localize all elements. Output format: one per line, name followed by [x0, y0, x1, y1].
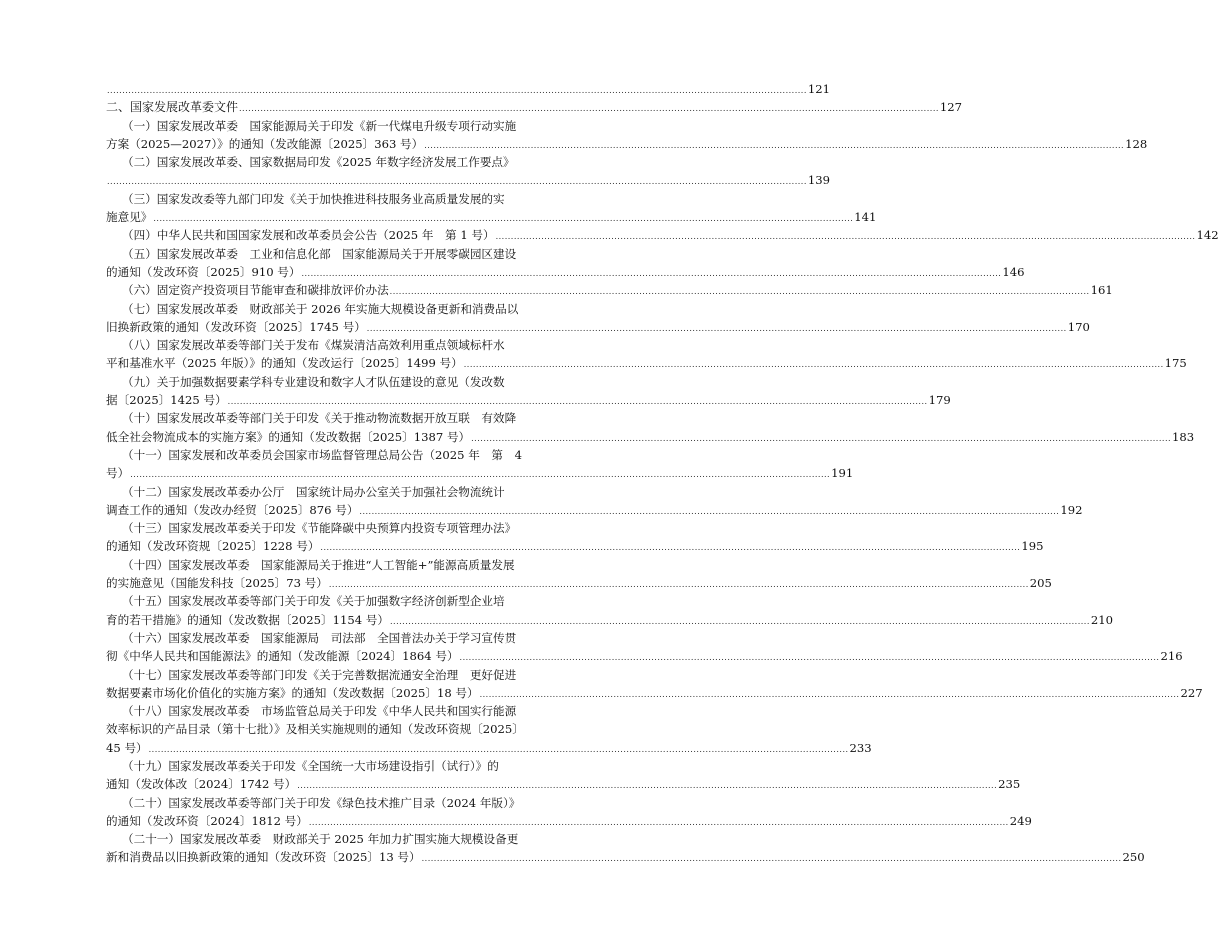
- toc-line: [106, 226, 1219, 244]
- toc-line: [106, 80, 831, 98]
- toc-entry-text: 据〔2025〕1425 号）: [106, 393, 227, 408]
- page-number: 121: [807, 82, 831, 96]
- toc-line: [106, 629, 561, 647]
- section-heading: 二、国家发展改革委文件: [106, 100, 239, 115]
- toc-line: [106, 318, 1090, 336]
- toc-line: [106, 464, 854, 482]
- toc-entry-text: （十二）国家发展改革委办公厅 国家统计局办公室关于加强社会物流统计: [122, 484, 505, 499]
- toc-line: [106, 171, 831, 189]
- toc-entry-text: （五）国家发展改革委 工业和信息化部 国家能源局关于开展零碳园区建设: [122, 246, 517, 261]
- toc-entry-text: （十七）国家发展改革委等部门印发《关于完善数据流通安全治理 更好促进: [122, 667, 517, 682]
- toc-entry-text: （八）国家发展改革委等部门关于发布《煤炭清洁高效利用重点领域标杆水: [122, 338, 505, 353]
- toc-entry-text: （一）国家发展改革委 国家能源局关于印发《新一代煤电升级专项行动实施: [122, 118, 517, 133]
- dot-leader: [471, 430, 1171, 448]
- page-number: 216: [1160, 649, 1183, 664]
- toc-line: [106, 812, 1032, 830]
- toc-entry-text: （十五）国家发展改革委等部门关于印发《关于加强数字经济创新型企业培: [122, 594, 505, 609]
- page-number: 142: [1196, 228, 1219, 243]
- toc-line: [106, 757, 561, 775]
- toc-line: [106, 830, 561, 848]
- toc-line: [106, 611, 1114, 629]
- page-number: 195: [1021, 539, 1044, 554]
- toc-entry-text: 新和消费品以旧换新政策的通知（发改环资〔2025〕13 号）: [106, 850, 421, 865]
- page-number: 146: [1002, 264, 1025, 279]
- toc-line: [106, 117, 561, 135]
- dot-leader: [301, 265, 1001, 283]
- toc-line: [106, 556, 561, 574]
- toc-entry-text: （十九）国家发展改革委关于印发《全国统一大市场建设指引（试行）》的: [122, 758, 499, 773]
- toc-line: [106, 336, 561, 354]
- toc-line: [106, 666, 561, 684]
- page-number: 205: [1029, 576, 1052, 591]
- toc-entry-text: （二十）国家发展改革委等部门关于印发《绿色技术推广目录（2024 年版）》: [122, 795, 521, 810]
- table-of-contents: [106, 80, 1219, 867]
- dot-leader: [496, 228, 1196, 246]
- toc-entry-text: 施意见》: [106, 210, 153, 225]
- toc-entry-text: 育的若干措施》的通知（发改数据〔2025〕1154 号）: [106, 612, 389, 627]
- toc-line: [106, 135, 1148, 153]
- toc-line: [106, 775, 1021, 793]
- page-number: 179: [928, 393, 951, 408]
- dot-leader: [460, 649, 1160, 667]
- toc-entry-text: （六）固定资产投资项目节能审查和碳排放评价办法: [122, 283, 389, 298]
- toc-line: [106, 739, 872, 757]
- page-number: 139: [807, 173, 831, 188]
- toc-line: [106, 263, 1025, 281]
- toc-line: [106, 208, 877, 226]
- toc-entry-text: 45 号）: [106, 740, 148, 755]
- toc-entry-text: 彻《中华人民共和国能源法》的通知（发改能源〔2024〕1864 号）: [106, 649, 459, 664]
- toc-entry-text: （三）国家发改委等九部门印发《关于加快推进科技服务业高质量发展的实: [122, 191, 505, 206]
- toc-line: [106, 592, 561, 610]
- toc-entry-text: （七）国家发展改革委 财政部关于 2026 年实施大规模设备更新和消费品以: [122, 301, 519, 316]
- page-number: 175: [1164, 356, 1187, 371]
- page-number: 249: [1009, 813, 1032, 828]
- toc-entry-text: （九）关于加强数据要素学科专业建设和数字人才队伍建设的意见（发改数: [122, 374, 505, 389]
- toc-entry-text: 的通知（发改环资规〔2025〕1228 号）: [106, 539, 320, 554]
- toc-line: [106, 245, 561, 263]
- toc-line: [106, 300, 561, 318]
- toc-entry-text: （十三）国家发展改革委关于印发《节能降碳中央预算内投资专项管理办法》: [122, 521, 517, 536]
- toc-entry-text: （十四）国家发展改革委 国家能源局关于推进“人工智能+”能源高质量发展: [122, 557, 515, 572]
- toc-line: [106, 98, 963, 116]
- page-number: 210: [1090, 612, 1114, 627]
- page-number: 127: [939, 100, 963, 115]
- toc-line: [106, 519, 561, 537]
- toc-entry-text: 通知（发改体改〔2024〕1742 号）: [106, 777, 297, 792]
- toc-line: [106, 848, 1145, 866]
- toc-entry-text: 数据要素市场化价值化的实施方案》的通知（发改数据〔2025〕18 号）: [106, 685, 479, 700]
- toc-entry-text: 效率标识的产品目录（第十七批）》及相关实施规则的通知（发改环资规〔2025〕: [106, 722, 524, 737]
- toc-entry-text: 平和基准水平（2025 年版）》的通知（发改运行〔2025〕1499 号）: [106, 356, 463, 371]
- page-number: 161: [1090, 283, 1113, 298]
- page-number: 183: [1172, 429, 1195, 444]
- toc-entry-text: 旧换新政策的通知（发改环资〔2025〕1745 号）: [106, 319, 366, 334]
- dot-leader: [464, 356, 1164, 374]
- page-number: 227: [1180, 685, 1203, 700]
- page-number: 191: [831, 466, 854, 481]
- page-number: 233: [849, 740, 872, 755]
- toc-line: [106, 720, 561, 738]
- toc-entry-text: 低全社会物流成本的实施方案》的通知（发改数据〔2025〕1387 号）: [106, 429, 471, 444]
- toc-line: [106, 647, 1183, 665]
- toc-line: [106, 574, 1052, 592]
- toc-entry-text: （十六）国家发展改革委 国家能源局 司法部 全国普法办关于学习宣传贯: [122, 630, 517, 645]
- toc-entry-text: 的通知（发改环资〔2025〕910 号）: [106, 264, 301, 279]
- toc-entry-text: （二）国家发展改革委、国家数据局印发《2025 年数字经济发展工作要点》: [122, 155, 515, 170]
- page-number: 128: [1125, 136, 1148, 151]
- toc-line: [106, 190, 561, 208]
- page-number: 170: [1067, 319, 1090, 334]
- toc-line: [106, 483, 561, 501]
- toc-entry-text: 的通知（发改环资〔2024〕1812 号）: [106, 813, 308, 828]
- toc-entry-text: （二十一）国家发展改革委 财政部关于 2025 年加力扩围实施大规模设备更: [122, 832, 519, 847]
- toc-line: [106, 702, 561, 720]
- toc-entry-text: （十一）国家发展和改革委员会国家市场监督管理总局公告（2025 年 第 4: [122, 447, 522, 462]
- toc-line: [106, 684, 1203, 702]
- toc-line: [106, 501, 1083, 519]
- toc-line: [106, 153, 561, 171]
- toc-line: [106, 446, 561, 464]
- toc-line: [106, 281, 1113, 299]
- toc-line: [106, 537, 1044, 555]
- toc-line: [106, 354, 1187, 372]
- page-number: 192: [1060, 502, 1083, 517]
- toc-line: [106, 409, 561, 427]
- toc-entry-text: （十八）国家发展改革委 市场监管总局关于印发《中华人民共和国实行能源: [122, 704, 517, 719]
- toc-entry-text: （四）中华人民共和国国家发展和改革委员会公告（2025 年 第 1 号）: [122, 228, 495, 243]
- toc-line: [106, 373, 561, 391]
- page-number: 141: [854, 210, 877, 225]
- toc-line: [106, 391, 951, 409]
- page-number: 250: [1122, 850, 1145, 865]
- toc-entry-text: 调查工作的通知（发改办经贸〔2025〕876 号）: [106, 502, 359, 517]
- toc-entry-text: 号）: [106, 466, 130, 481]
- toc-line: [106, 794, 561, 812]
- toc-line: [106, 428, 1195, 446]
- dot-leader: [422, 850, 1122, 868]
- dot-leader: [480, 686, 1180, 704]
- toc-entry-text: 的实施意见（国能发科技〔2025〕73 号）: [106, 576, 328, 591]
- page-number: 235: [998, 777, 1021, 792]
- toc-entry-text: （十）国家发展改革委等部门关于印发《关于推动物流数据开放互联 有效降: [122, 411, 517, 426]
- toc-entry-text: 方案（2025—2027）》的通知（发改能源〔2025〕363 号）: [106, 136, 424, 151]
